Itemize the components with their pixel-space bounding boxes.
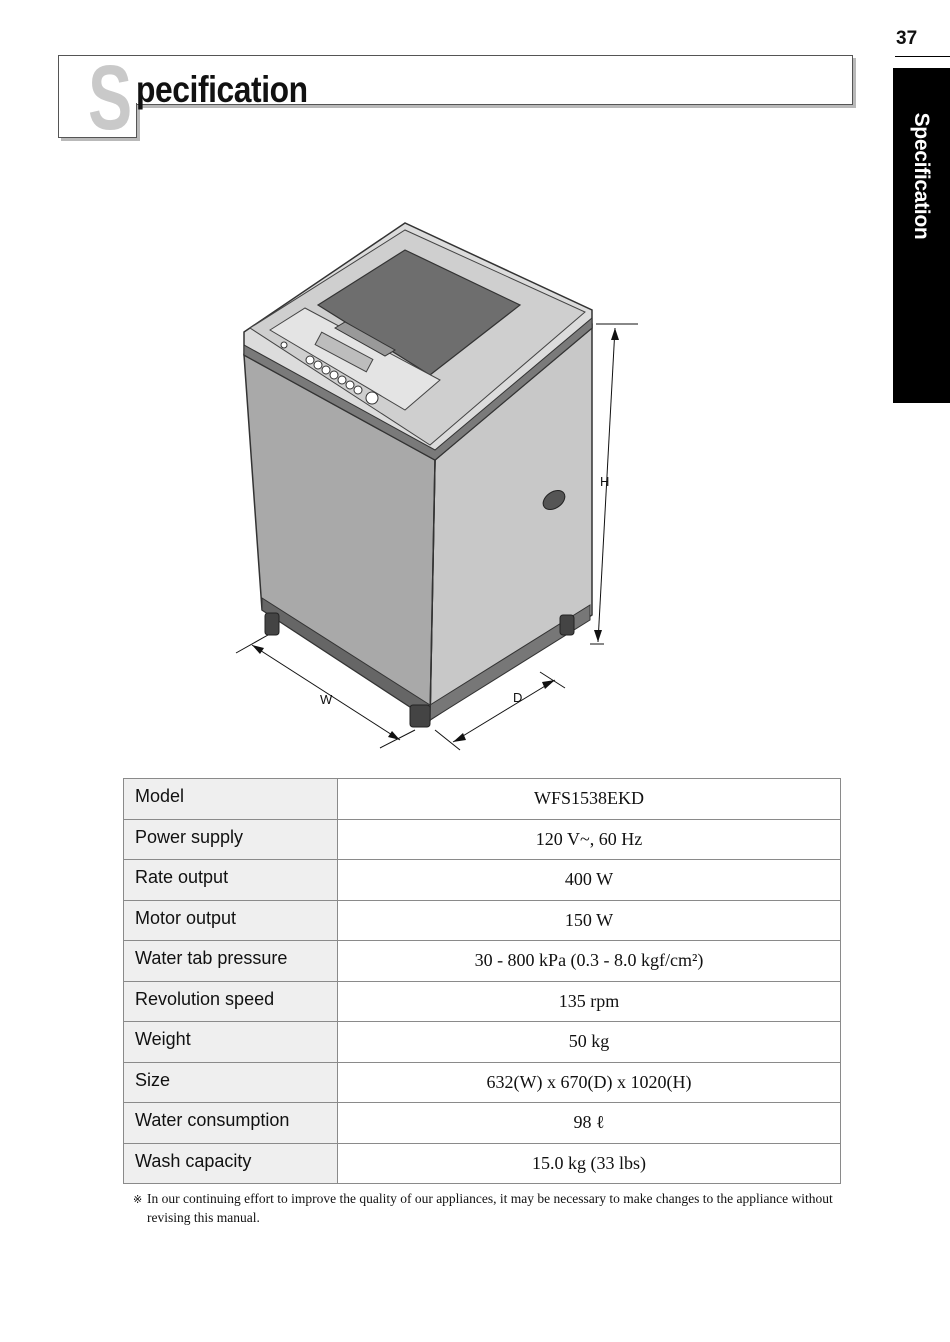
section-side-tab-label: Specification: [910, 112, 933, 240]
depth-dimension-label: D: [513, 690, 523, 705]
title-initial-letter: S: [88, 47, 133, 149]
spec-value: 135 rpm: [338, 981, 841, 1022]
spec-label: Motor output: [124, 900, 338, 941]
spec-value: 120 V~, 60 Hz: [338, 819, 841, 860]
spec-value: 50 kg: [338, 1022, 841, 1063]
spec-value: 150 W: [338, 900, 841, 941]
table-row: [124, 1103, 841, 1144]
spec-label: Weight: [124, 1022, 338, 1063]
header-rule: [895, 56, 950, 57]
footnote-line-1: In our continuing effort to improve the quality of our appliances, it may be necessary to make changes to the appliance without: [147, 1191, 833, 1206]
table-row: [124, 1062, 841, 1103]
spec-value: 632(W) x 670(D) x 1020(H): [338, 1062, 841, 1103]
spec-label: Revolution speed: [124, 981, 338, 1022]
specification-table: [123, 778, 841, 1184]
page-number: 37: [896, 28, 918, 49]
spec-value: WFS1538EKD: [338, 779, 841, 820]
table-row: [124, 1143, 841, 1184]
washing-machine-illustration: [220, 210, 660, 770]
table-row: [124, 779, 841, 820]
footnote: [133, 1190, 833, 1226]
reference-mark: ※: [133, 1194, 143, 1206]
spec-value: 98 ℓ: [338, 1103, 841, 1144]
page-title: pecification: [136, 69, 308, 110]
table-row: [124, 900, 841, 941]
spec-label: Size: [124, 1062, 338, 1103]
spec-value: 15.0 kg (33 lbs): [338, 1143, 841, 1184]
spec-label: Water tab pressure: [124, 941, 338, 982]
table-row: [124, 941, 841, 982]
height-dimension-label: H: [600, 474, 610, 489]
footnote-line-2: revising this manual.: [147, 1210, 260, 1225]
table-row: [124, 981, 841, 1022]
width-dimension-label: W: [320, 692, 333, 707]
spec-label: Rate output: [124, 860, 338, 901]
spec-label: Wash capacity: [124, 1143, 338, 1184]
table-row: [124, 819, 841, 860]
spec-value: 30 - 800 kPa (0.3 - 8.0 kgf/cm²): [338, 941, 841, 982]
spec-label: Power supply: [124, 819, 338, 860]
table-row: [124, 860, 841, 901]
spec-value: 400 W: [338, 860, 841, 901]
spec-label: Water consumption: [124, 1103, 338, 1144]
spec-label: Model: [124, 779, 338, 820]
section-side-tab: [893, 68, 950, 403]
table-row: [124, 1022, 841, 1063]
